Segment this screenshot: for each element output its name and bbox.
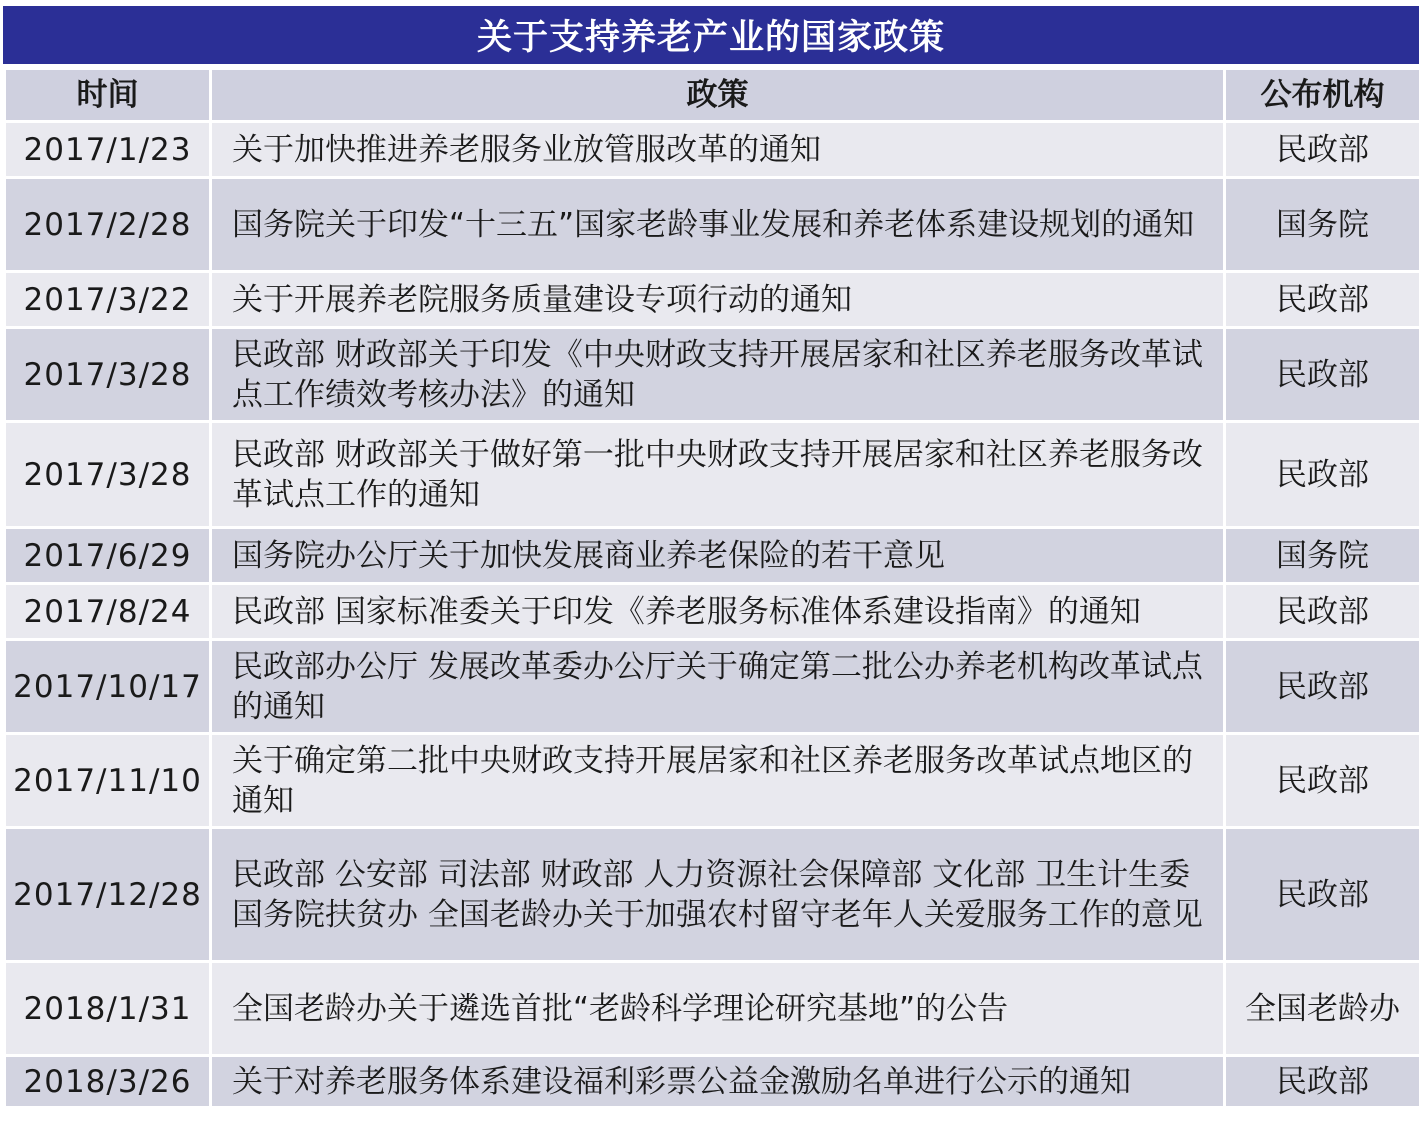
policy-cell: 关于对养老服务体系建设福利彩票公益金激励名单进行公示的通知 (211, 1056, 1225, 1108)
policy-cell: 民政部 国家标准委关于印发《养老服务标准体系建设指南》的通知 (211, 584, 1225, 640)
policy-cell: 全国老龄办关于遴选首批“老龄科学理论研究基地”的公告 (211, 962, 1225, 1056)
date-cell: 2017/3/22 (5, 272, 211, 328)
org-cell: 全国老龄办 (1225, 962, 1421, 1056)
header-row (5, 69, 1421, 122)
table-row (5, 328, 1421, 422)
date-cell: 2017/8/24 (5, 584, 211, 640)
table-row (5, 422, 1421, 528)
org-cell: 民政部 (1225, 584, 1421, 640)
date-cell: 2017/3/28 (5, 422, 211, 528)
date-cell: 2017/2/28 (5, 178, 211, 272)
org-cell: 国务院 (1225, 178, 1421, 272)
date-cell: 2017/3/28 (5, 328, 211, 422)
policy-cell: 国务院关于印发“十三五”国家老龄事业发展和养老体系建设规划的通知 (211, 178, 1225, 272)
date-cell: 2017/10/17 (5, 640, 211, 734)
policy-cell: 关于开展养老院服务质量建设专项行动的通知 (211, 272, 1225, 328)
org-cell: 民政部 (1225, 328, 1421, 422)
table-row (5, 122, 1421, 178)
header-org: 公布机构 (1225, 69, 1421, 122)
table-title: 关于支持养老产业的国家政策 (3, 6, 1419, 67)
org-cell: 民政部 (1225, 734, 1421, 828)
header-policy: 政策 (211, 69, 1225, 122)
org-cell: 民政部 (1225, 272, 1421, 328)
org-cell: 民政部 (1225, 828, 1421, 962)
header-date: 时间 (5, 69, 211, 122)
policy-cell: 关于加快推进养老服务业放管服改革的通知 (211, 122, 1225, 178)
date-cell: 2018/1/31 (5, 962, 211, 1056)
policy-cell: 关于确定第二批中央财政支持开展居家和社区养老服务改革试点地区的通知 (211, 734, 1225, 828)
policy-table-container (3, 6, 1419, 1109)
date-cell: 2017/12/28 (5, 828, 211, 962)
org-cell: 民政部 (1225, 1056, 1421, 1108)
date-cell: 2018/3/26 (5, 1056, 211, 1108)
policy-cell: 民政部 财政部关于做好第一批中央财政支持开展居家和社区养老服务改革试点工作的通知 (211, 422, 1225, 528)
policy-cell: 国务院办公厅关于加快发展商业养老保险的若干意见 (211, 528, 1225, 584)
table-row (5, 640, 1421, 734)
table-row (5, 528, 1421, 584)
policy-cell: 民政部办公厅 发展改革委办公厅关于确定第二批公办养老机构改革试点的通知 (211, 640, 1225, 734)
date-cell: 2017/1/23 (5, 122, 211, 178)
org-cell: 民政部 (1225, 122, 1421, 178)
org-cell: 民政部 (1225, 640, 1421, 734)
table-row (5, 584, 1421, 640)
table-row (5, 734, 1421, 828)
table-row (5, 828, 1421, 962)
policy-table (3, 67, 1422, 1109)
date-cell: 2017/6/29 (5, 528, 211, 584)
policy-cell: 民政部 财政部关于印发《中央财政支持开展居家和社区养老服务改革试点工作绩效考核办法》的通知 (211, 328, 1225, 422)
table-row (5, 178, 1421, 272)
table-row (5, 272, 1421, 328)
org-cell: 国务院 (1225, 528, 1421, 584)
date-cell: 2017/11/10 (5, 734, 211, 828)
table-row (5, 962, 1421, 1056)
table-row (5, 1056, 1421, 1108)
org-cell: 民政部 (1225, 422, 1421, 528)
policy-cell: 民政部 公安部 司法部 财政部 人力资源社会保障部 文化部 卫生计生委 国务院扶贫办 全国老龄办关于加强农村留守老年人关爱服务工作的意见 (211, 828, 1225, 962)
